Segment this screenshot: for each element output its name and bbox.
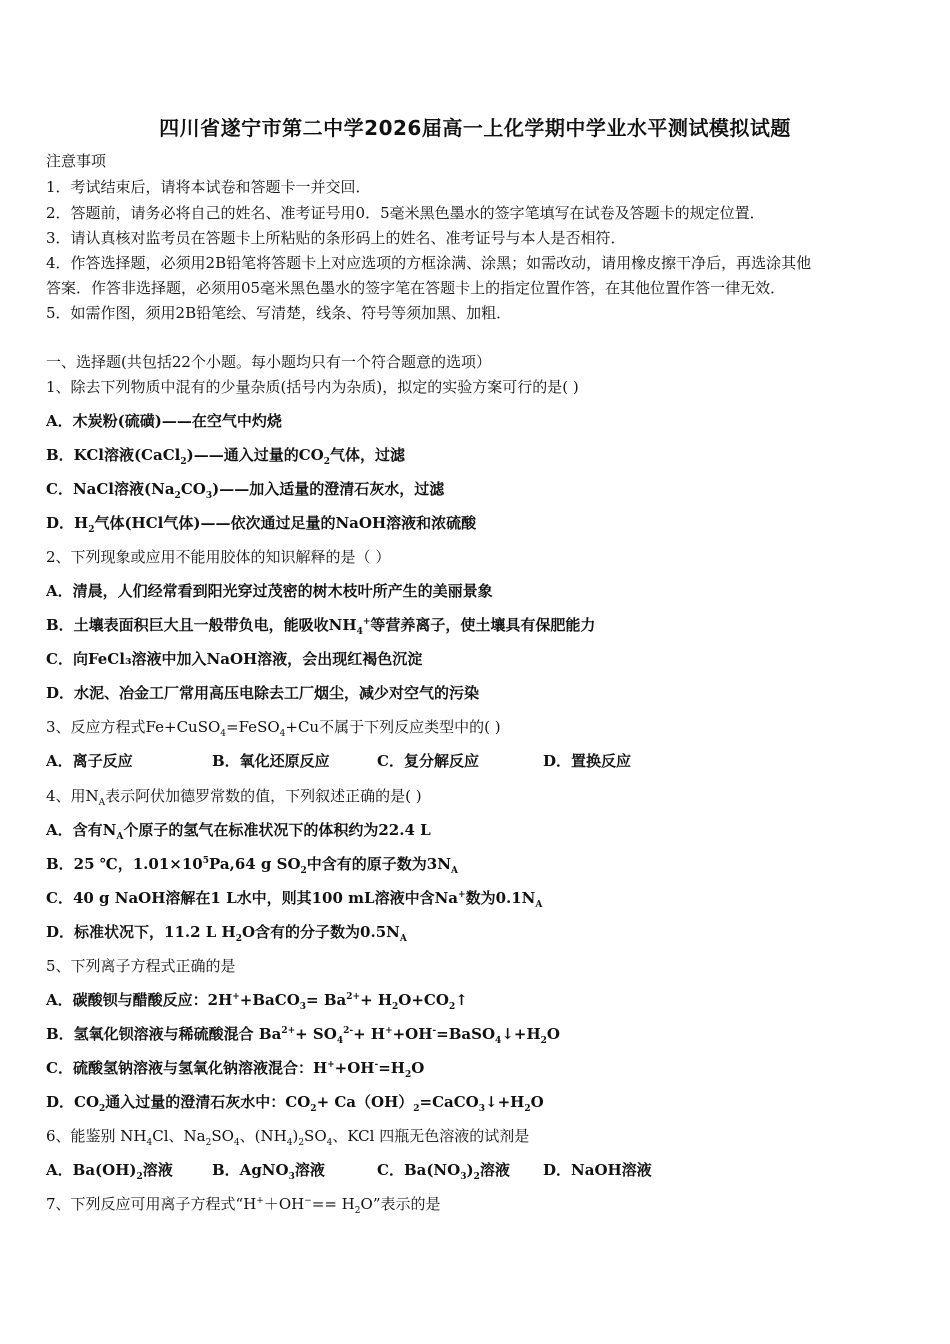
question-5-option-a: A．碳酸钡与醋酸反应：2H++BaCO$_3$= $Ba^{2+}+$ $H_2O+CO_2↑$ [46, 991, 468, 1012]
question-2-option-c: C．向FeCl₃溶液中加入NaOH溶液，会出现红褐色沉淀 [46, 650, 423, 668]
question-5-stem: 5、下列离子方程式正确的是 [46, 957, 236, 975]
question-3-option-d: D．置换反应 [543, 752, 632, 770]
notice-item-2: 2．答题前，请务必将自己的姓名、准考证号用0．5毫米黑色墨水的签字笔填写在试卷及答题卡的规定位置． [46, 204, 765, 222]
section-heading: 一、选择题(共包括22个小题。每小题均只有一个符合题意的选项） [46, 353, 491, 371]
question-6-stem: 6、能鉴别 $NH_4Cl$、$Na_2SO_4$、$(NH_4)_2SO_4$、KCl 四瓶无色溶液的试剂是 [46, 1127, 530, 1148]
question-2-stem: 2、下列现象或应用不能用胶体的知识解释的是（ ） [46, 548, 391, 566]
question-4-option-d: D．标准状况下，11.2 L $H_2O$含有的分子数为$0.5N_A$ [46, 923, 407, 944]
question-2-option-d: D．水泥、冶金工厂常用高压电除去工厂烟尘，减少对空气的污染 [46, 684, 480, 702]
question-1-option-b: B．KCl溶液(CaCl$_2$)——通入过量的$CO_2$气体，过滤 [46, 446, 405, 467]
question-4-option-c: C．40 g NaOH溶解在1 L水中，则其100 mL溶液中含Na+数为$0.1N_A$ [46, 889, 543, 910]
question-3-option-b: B．氧化还原反应 [212, 752, 330, 770]
question-6-option-d: D．NaOH溶液 [543, 1161, 652, 1179]
notice-item-5: 5．如需作图，须用2B铅笔绘、写清楚，线条、符号等须加黑、加粗． [46, 304, 512, 322]
question-3-stem: 3、反应方程式Fe+CuSO$_4$=FeSO$_4$+Cu不属于下列反应类型中的( ) [46, 718, 501, 739]
notice-item-4: 4．作答选择题，必须用2B铅笔将答题卡上对应选项的方框涂满、涂黑；如需改动，请用橡皮擦干净后，再选涂其他 [46, 254, 812, 272]
question-4-option-a: A．含有$N_A$个原子的氢气在标准状况下的体积约为22.4 L [46, 821, 431, 842]
question-5-option-d: D．$CO_2$通入过量的澄清石灰水中：$CO_2+$ $Ca(OH)_2=CaCO_3↓+H_2O$ [46, 1093, 544, 1114]
notice-item-4-cont: 答案．作答非选择题，必须用05毫米黑色墨水的签字笔在答题卡上的指定位置作答，在其他位置作答一律无效． [46, 279, 786, 297]
question-2-option-a: A．清晨，人们经常看到阳光穿过茂密的树木枝叶所产生的美丽景象 [46, 582, 493, 600]
notice-item-1: 1．考试结束后，请将本试卷和答题卡一并交回． [46, 178, 371, 196]
question-6-option-b: B．AgNO$_3$溶液 [212, 1161, 325, 1182]
question-1-option-c: C．NaCl溶液$(Na_2CO_3)——$加入适量的澄清石灰水，过滤 [46, 480, 445, 501]
question-2-option-b: B．土壤表面积巨大且一般带负电，能吸收$NH_4^+$等营养离子，使土壤具有保肥能力 [46, 616, 596, 637]
notice-item-3: 3．请认真核对监考员在答题卡上所粘贴的条形码上的姓名、准考证号与本人是否相符． [46, 229, 626, 247]
question-4-option-b: B．25 ℃，$1.01\times 10^5Pa,64$ g $SO_2$中含有的原子数为$3N_A$ [46, 855, 458, 876]
question-3-option-a: A．离子反应 [46, 752, 133, 770]
question-6-option-a: A．$Ba(OH)_2$溶液 [46, 1161, 173, 1182]
notice-heading: 注意事项 [46, 152, 107, 170]
question-1-option-d: D．$H_2$气体(HCl气体)——依次通过足量的NaOH溶液和浓硫酸 [46, 514, 477, 535]
question-3-option-c: C．复分解反应 [377, 752, 479, 770]
question-6-option-c: C．$Ba(NO_3)_2$溶液 [377, 1161, 510, 1182]
question-7-stem: 7、下列反应可用离子方程式“$H^++OH^-== H_2O$”表示的是 [46, 1195, 441, 1216]
question-5-option-c: C．硫酸氢钠溶液与氢氧化钠溶液混合：$H^++OH^-=H_2O$ [46, 1059, 425, 1080]
question-5-option-b: B．氢氧化钡溶液与稀硫酸混合 $Ba^{2+}+ SO_4^{2-}+$ $H^++OH^-=BaSO_4↓+H_2O$ [46, 1025, 560, 1046]
question-1-stem: 1、除去下列物质中混有的少量杂质(括号内为杂质)，拟定的实验方案可行的是( ) [46, 378, 579, 396]
page-title: 四川省遂宁市第二中学2026届高一上化学期中学业水平测试模拟试题 [159, 116, 791, 140]
question-1-option-a: A．木炭粉(硫磺)——在空气中灼烧 [46, 412, 282, 430]
question-4-stem: 4、用$N_A$表示阿伏加德罗常数的值，下列叙述正确的是( ) [46, 787, 422, 808]
